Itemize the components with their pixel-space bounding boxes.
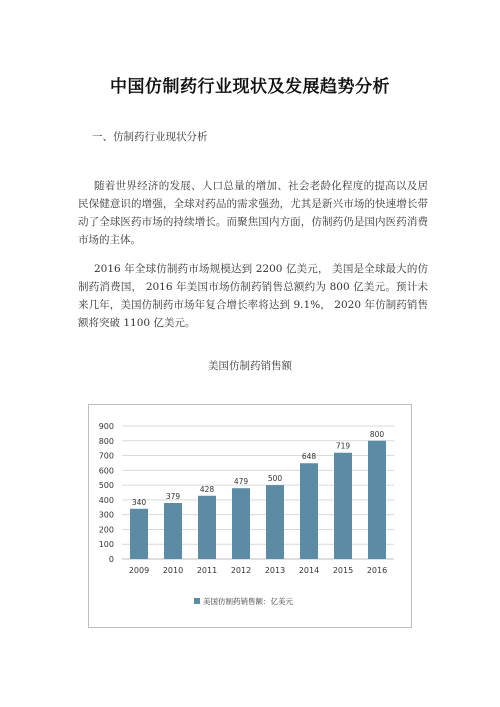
x-tick-label: 2012	[230, 566, 252, 575]
bar	[232, 488, 250, 559]
data-label: 379	[165, 491, 181, 501]
x-tick-label: 2009	[128, 566, 150, 575]
bar	[368, 441, 386, 559]
data-label: 719	[335, 441, 351, 451]
page-title: 中国仿制药行业现状及发展趋势分析	[110, 77, 390, 97]
legend-swatch	[194, 598, 200, 604]
y-tick-label: 500	[98, 481, 114, 491]
data-label: 340	[131, 497, 147, 507]
y-tick-label: 700	[98, 451, 114, 461]
y-tick-label: 0	[108, 555, 114, 564]
y-tick-label: 600	[98, 466, 114, 476]
bar	[300, 463, 318, 559]
chart-frame	[88, 404, 412, 628]
data-label: 648	[301, 452, 317, 462]
y-tick-label: 200	[98, 525, 114, 535]
x-tick-label: 2010	[162, 566, 184, 575]
bar-chart	[89, 405, 411, 627]
paragraph-market-overview: 随着世界经济的发展、人口总量的增加、社会老龄化程度的提高以及居民保健意识的增强，全球对药品的需求强劲，尤其是新兴市场的快速增长带动了全球医药市场的持续增长。而聚焦国内方面，仿制药仍是国内医药消费市场的主体。	[78, 180, 428, 246]
y-tick-label: 300	[98, 510, 114, 520]
data-label: 428	[199, 484, 215, 494]
section-heading: 一、仿制药行业现状分析	[92, 131, 208, 143]
bar	[266, 485, 284, 559]
y-tick-label: 900	[98, 422, 114, 431]
y-tick-label: 400	[98, 495, 114, 505]
x-tick-label: 2011	[196, 566, 218, 575]
bar	[334, 453, 352, 559]
y-tick-label: 800	[98, 436, 114, 446]
data-label: 479	[233, 477, 249, 487]
legend-label: 美国仿制药销售额：亿美元	[203, 597, 293, 606]
y-tick-label: 100	[98, 540, 114, 550]
chart-caption: 美国仿制药销售额	[208, 360, 292, 372]
data-label: 800	[369, 429, 385, 439]
x-tick-label: 2016	[366, 566, 388, 575]
x-tick-label: 2014	[298, 566, 320, 575]
data-label: 500	[267, 474, 283, 484]
bar	[130, 509, 148, 559]
bar	[164, 503, 182, 559]
paragraph-market-size: 2016 年全球仿制药市场规模达到 2200 亿美元， 美国是全球最大的仿制药消费国， 2016 年美国市场仿制药销售总额约为 800 亿美元。预计未来几年，美国仿制药市场年复合增长率将达到 9.1%， 2020 年仿制药销售额将突破 1100 亿美元。	[78, 263, 428, 329]
x-tick-label: 2013	[264, 566, 286, 575]
x-tick-label: 2015	[332, 566, 354, 575]
bar	[198, 496, 216, 559]
